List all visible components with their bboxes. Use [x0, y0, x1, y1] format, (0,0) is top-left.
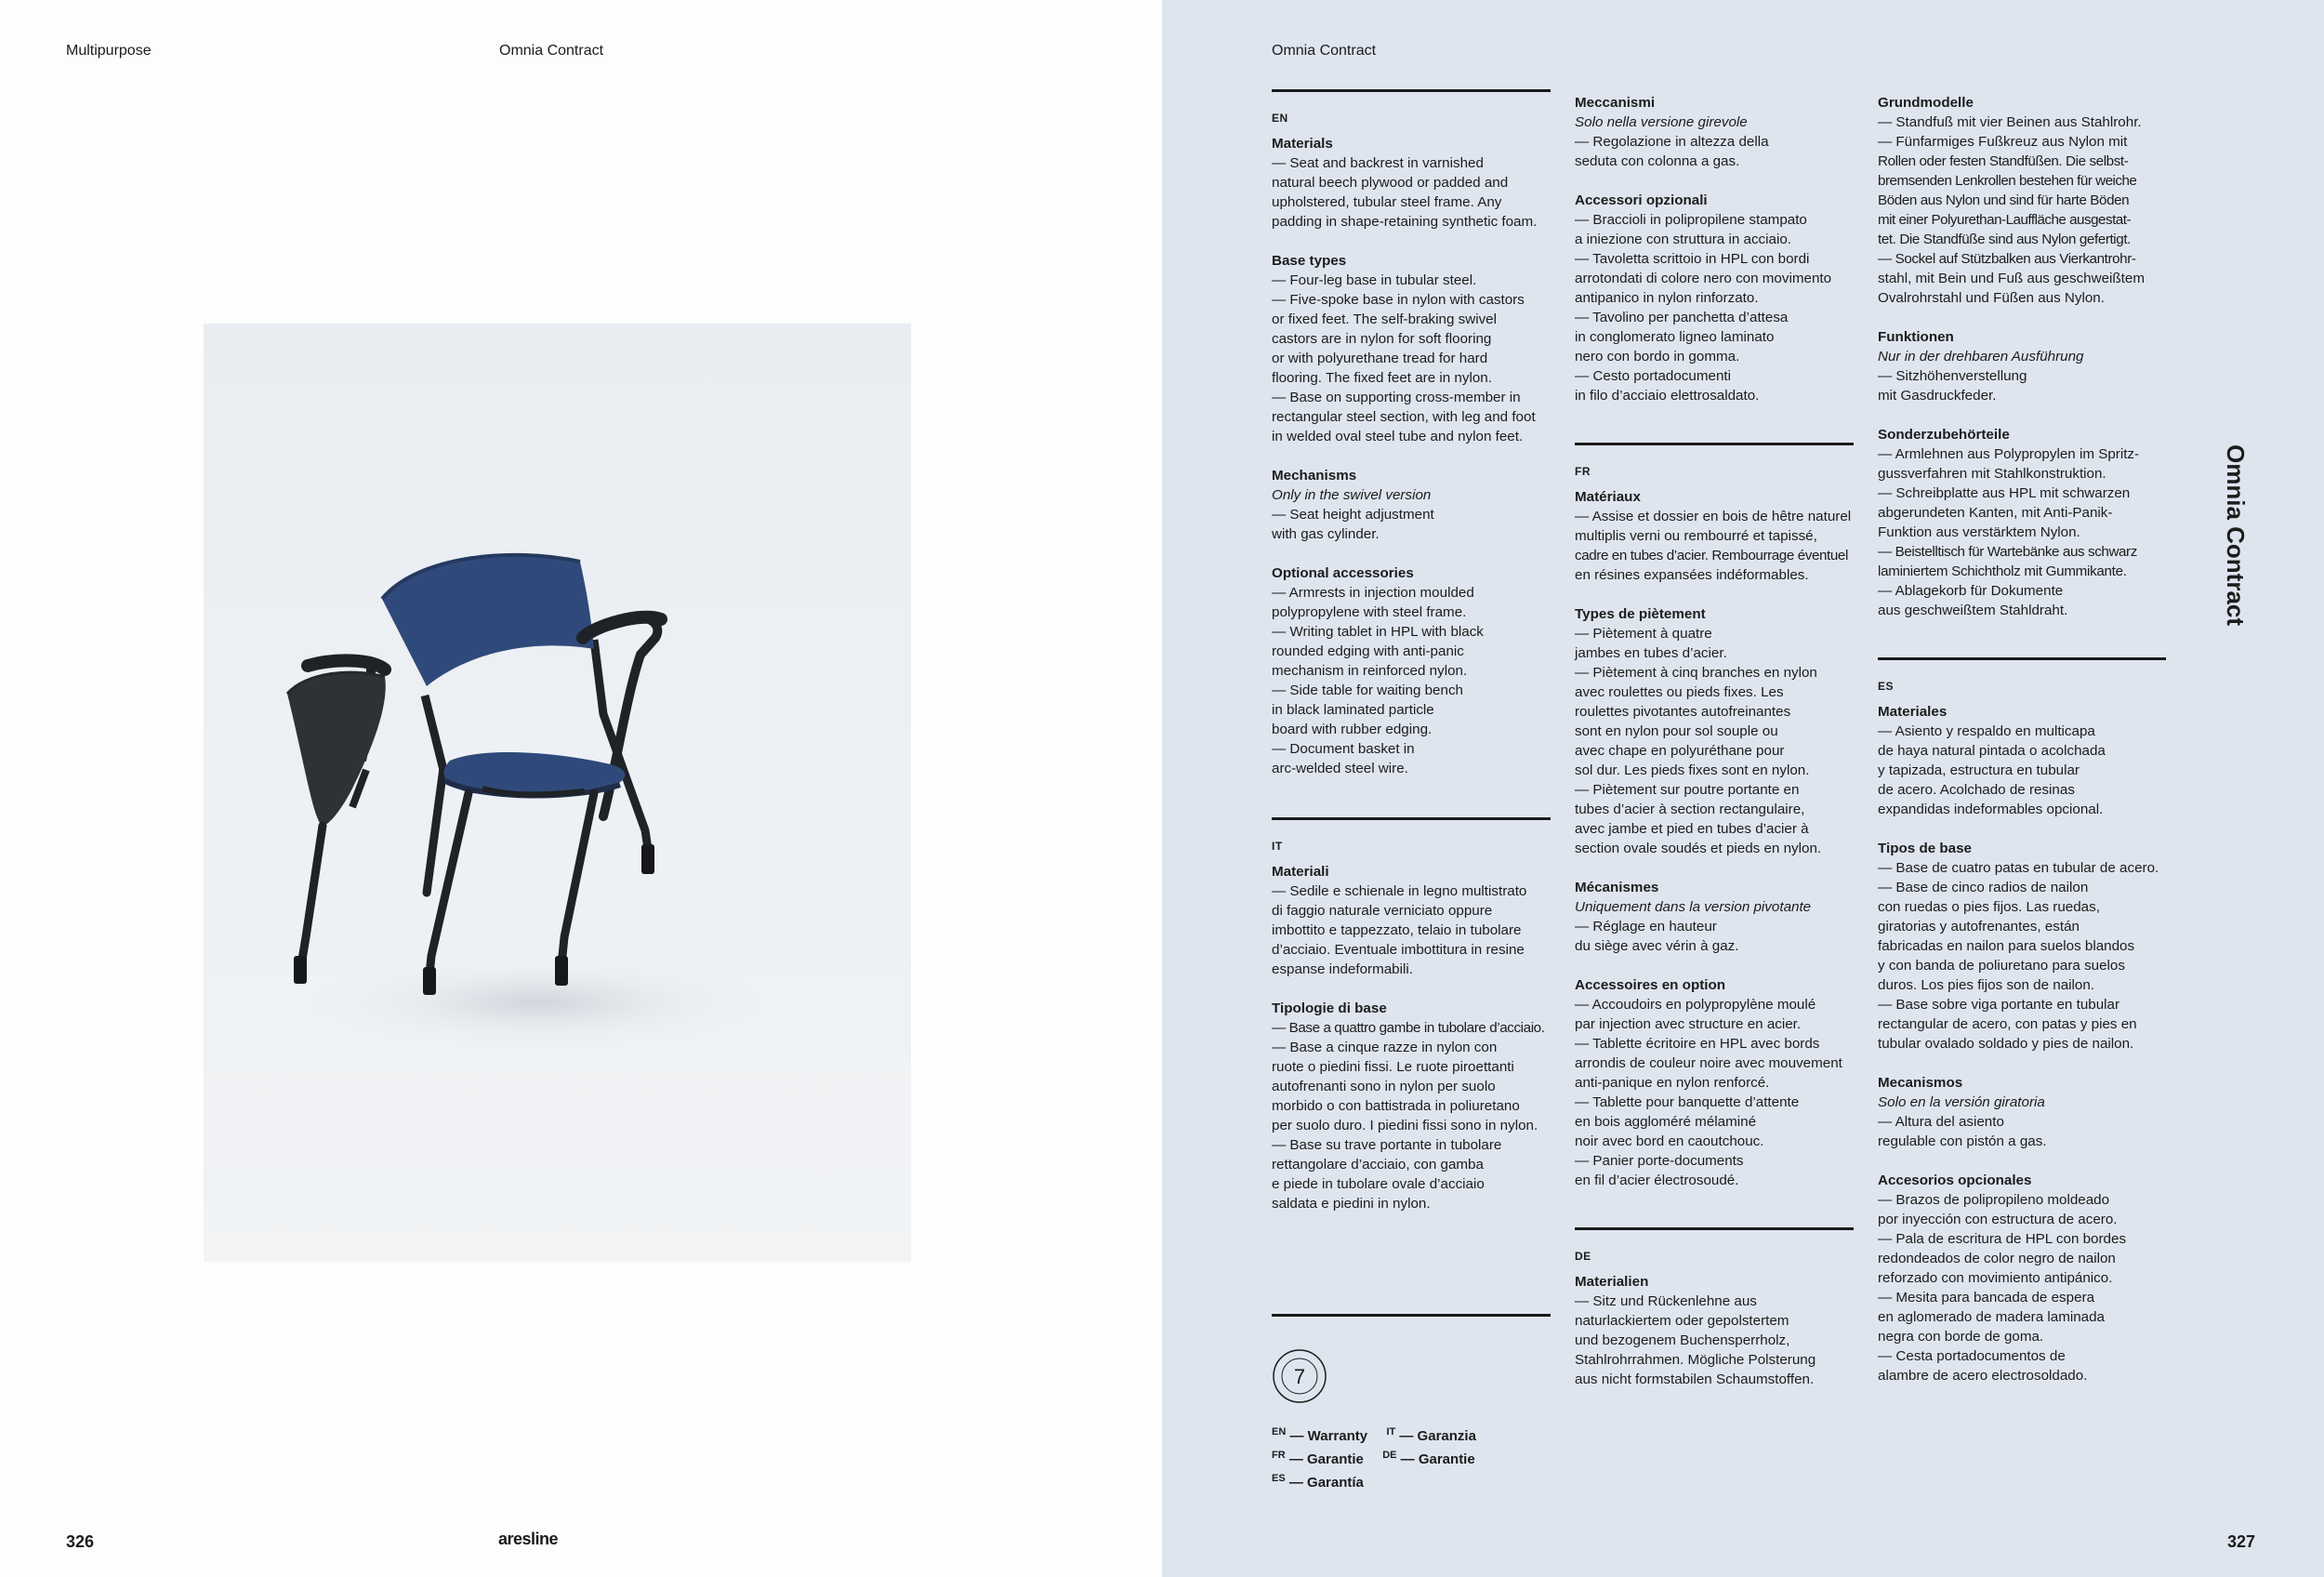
column-it-fr-de — [1575, 93, 1854, 1389]
heading-mechanisms-es: Mecanismos — [1878, 1075, 1963, 1091]
text-line: — Base on supporting cross-member in — [1272, 390, 1521, 405]
text-line: — Réglage en hauteur — [1575, 919, 1717, 934]
text-line: con ruedas o pies fijos. Las ruedas, — [1878, 899, 2100, 915]
text-line: — Seat and backrest in varnished — [1272, 155, 1484, 171]
heading-mechanisms-de: Funktionen — [1878, 329, 1954, 345]
warranty-badge — [1272, 1348, 1327, 1404]
text-line: negra con borde de goma. — [1878, 1329, 2044, 1345]
text-line: par injection avec structure en acier. — [1575, 1016, 1802, 1032]
text-line: regulable con pistón a gas. — [1878, 1133, 2047, 1149]
text-line: rectangular de acero, con patas y pies en — [1878, 1016, 2137, 1032]
brand-logo: aresline — [498, 1530, 559, 1548]
text-line: — Armrests in injection moulded — [1272, 585, 1474, 601]
heading-materials-fr: Matériaux — [1575, 489, 1641, 505]
text-line: tet. Die Standfüße sind aus Nylon gefertigt. — [1878, 232, 2131, 247]
text-line: laminiertem Schichtholz mit Gummikante. — [1878, 563, 2127, 579]
text-line: — Base a quattro gambe in tubolare d’acciaio. — [1272, 1020, 1545, 1036]
warranty-label: — Garantie — [1400, 1451, 1475, 1467]
heading-optional-en: Optional accessories — [1272, 565, 1414, 581]
text-line: — Standfuß mit vier Beinen aus Stahlrohr. — [1878, 114, 2142, 130]
warranty-row — [1272, 1469, 1476, 1492]
text-line: fabricadas en nailon para suelos blandos — [1878, 938, 2135, 954]
heading-mechanisms-it: Meccanismi — [1575, 95, 1656, 111]
text-line: stahl, mit Bein und Fuß aus geschweißtem — [1878, 271, 2145, 286]
text-line: duros. Los pies fijos son de nailon. — [1878, 977, 2095, 993]
page-number-left: 326 — [66, 1532, 95, 1551]
text-line: y tapizada, estructura en tubular — [1878, 762, 2080, 778]
text-line: seduta con colonna a gas. — [1575, 153, 1740, 169]
text-line: y con banda de poliuretano para suelos — [1878, 958, 2125, 974]
text-line: in black laminated particle — [1272, 702, 1434, 718]
text-line: — Sitzhöhenverstellung — [1878, 368, 2027, 384]
lang-tag-de: DE — [1575, 1250, 1591, 1263]
text-line: — Ablagekorb für Dokumente — [1878, 583, 2064, 599]
text-line: — Fünfarmiges Fußkreuz aus Nylon mit — [1878, 134, 2128, 150]
text-line: — Sockel auf Stützbalken aus Vierkantrohr- — [1878, 251, 2136, 267]
warranty-seal-icon — [1272, 1348, 1327, 1404]
text-line: redondeados de color negro de nailon — [1878, 1251, 2116, 1266]
warranty-list — [1272, 1423, 1476, 1492]
text-line: sol dur. Les pieds fixes sont en nylon. — [1575, 762, 1810, 778]
text-line: arrondis de couleur noire avec mouvement — [1575, 1055, 1842, 1071]
chair-illustration — [204, 324, 911, 1262]
heading-mechanisms-en: Mechanisms — [1272, 468, 1357, 484]
text-line: — Braccioli in polipropilene stampato — [1575, 212, 1807, 228]
text-line: mit Gasdruckfeder. — [1878, 388, 1997, 404]
text-line: flooring. The fixed feet are in nylon. — [1272, 370, 1492, 386]
text-line: expandidas indeformables opcional. — [1878, 802, 2104, 817]
text-line: avec jambe et pied en tubes d’acier à — [1575, 821, 1809, 837]
text-line: — Sitz und Rückenlehne aus — [1575, 1293, 1757, 1309]
text-line: — Four-leg base in tubular steel. — [1272, 272, 1477, 288]
text-line: — Base sobre viga portante en tubular — [1878, 997, 2120, 1013]
text-line: board with rubber edging. — [1272, 722, 1433, 737]
text-line: — Beistelltisch für Wartebänke aus schwarz — [1878, 544, 2137, 560]
product-header-right: Omnia Contract — [1272, 43, 1377, 59]
text-line: Funktion aus verstärktem Nylon. — [1878, 524, 2080, 540]
text-line: jambes en tubes d’acier. — [1575, 645, 1727, 661]
warranty-years: 7 — [1293, 1365, 1306, 1388]
text-line: naturlackiertem oder gepolstertem — [1575, 1313, 1789, 1329]
text-line: or with polyurethane tread for hard — [1272, 351, 1488, 366]
text-line: gussverfahren mit Stahlkonstruktion. — [1878, 466, 2106, 482]
text-line: bremsenden Lenkrollen bestehen für weiche — [1878, 173, 2137, 189]
text-line: — Tavoletta scrittoio in HPL con bordi — [1575, 251, 1810, 267]
chair-photo — [204, 324, 911, 1262]
text-line: — Schreibplatte aus HPL mit schwarzen — [1878, 485, 2131, 501]
text-line: mechanism in reinforced nylon. — [1272, 663, 1468, 679]
text-line: or fixed feet. The self-braking swivel — [1272, 311, 1497, 327]
text-line: arc-welded steel wire. — [1272, 761, 1408, 776]
warranty-row — [1272, 1446, 1476, 1469]
text-line: aus nicht formstabilen Schaumstoffen. — [1575, 1372, 1815, 1387]
text-line: — Tavolino per panchetta d’attesa — [1575, 310, 1789, 325]
text-line: anti-panique en nylon renforcé. — [1575, 1075, 1770, 1091]
text-line: en aglomerado de madera laminada — [1878, 1309, 2106, 1325]
warranty-label: — Garantía — [1288, 1475, 1364, 1491]
heading-optional-fr: Accessoires en option — [1575, 977, 1726, 993]
heading-base-fr: Types de piètement — [1575, 606, 1706, 622]
text-line: — Piètement à quatre — [1575, 626, 1712, 642]
page-number-right: 327 — [2227, 1532, 2256, 1551]
lang-tag: ES — [1272, 1473, 1286, 1484]
text-line: — Piètement à cinq branches en nylon — [1575, 665, 1817, 681]
heading-base-es: Tipos de base — [1878, 841, 1973, 856]
section-label: Multipurpose — [66, 43, 152, 59]
text-line: — Accoudoirs en polypropylène moulé — [1575, 997, 1816, 1013]
text-line: de acero. Acolchado de resinas — [1878, 782, 2075, 798]
heading-optional-it: Accessori opzionali — [1575, 192, 1708, 208]
heading-materials-de: Materialien — [1575, 1274, 1649, 1290]
heading-base-en: Base types — [1272, 253, 1347, 269]
text-line: rounded edging with anti-panic — [1272, 643, 1464, 659]
text-line: morbido o con battistrada in poliuretano — [1272, 1098, 1520, 1114]
text-line: di faggio naturale verniciato oppure — [1272, 903, 1493, 919]
text-line: — Sedile e schienale in legno multistrato — [1272, 883, 1527, 899]
text-line: imbottito e tappezzato, telaio in tubolare — [1272, 922, 1522, 938]
subheading-mechanisms-de: Nur in der drehbaren Ausführung — [1878, 349, 2084, 364]
product-header-left: Omnia Contract — [499, 43, 604, 59]
text-line: in welded oval steel tube and nylon feet. — [1272, 429, 1524, 444]
text-line: — Tablette écritoire en HPL avec bords — [1575, 1036, 1820, 1052]
warranty-label: — Garantie — [1288, 1451, 1364, 1467]
text-line: — Pala de escritura de HPL con bordes — [1878, 1231, 2127, 1247]
text-line: aus geschweißtem Stahldraht. — [1878, 603, 2068, 618]
vertical-product-title: Omnia Contract — [2222, 444, 2250, 627]
subheading-mechanisms-es: Solo en la versión giratoria — [1878, 1094, 2045, 1110]
section-rule — [1272, 817, 1551, 820]
text-line: giratorias y autofrenantes, están — [1878, 919, 2080, 934]
text-line: tubes d’acier à section rectangulaire, — [1575, 802, 1805, 817]
subheading-mechanisms-en: Only in the swivel version — [1272, 487, 1432, 503]
column-en-it — [1272, 89, 1551, 1333]
text-line: — Document basket in — [1272, 741, 1415, 757]
text-line: rettangolare d’acciaio, con gamba — [1272, 1157, 1484, 1173]
text-line: — Cesta portadocumentos de — [1878, 1348, 2066, 1364]
lang-tag-es: ES — [1878, 680, 1895, 693]
text-line: with gas cylinder. — [1272, 526, 1380, 542]
text-line: Böden aus Nylon und sind für harte Böden — [1878, 192, 2130, 208]
subheading-mechanisms-it: Solo nella versione girevole — [1575, 114, 1748, 130]
heading-materials-it: Materiali — [1272, 864, 1329, 880]
column-de-es — [1878, 93, 2166, 1385]
text-line: ruote o piedini fissi. Le ruote piroettanti — [1272, 1059, 1514, 1075]
lang-tag-it: IT — [1272, 840, 1283, 853]
text-line: — Base su trave portante in tubolare — [1272, 1137, 1502, 1153]
text-line: Rollen oder festen Standfüßen. Die selbst- — [1878, 153, 2129, 169]
text-line: — Armlehnen aus Polypropylen im Spritz- — [1878, 446, 2140, 462]
text-line: reforzado con movimiento antipánico. — [1878, 1270, 2113, 1286]
text-line: per suolo duro. I piedini fissi sono in nylon. — [1272, 1118, 1538, 1133]
text-line: sont en nylon pour sol souple ou — [1575, 723, 1778, 739]
text-line: — Asiento y respaldo en multicapa — [1878, 723, 2095, 739]
text-line: avec chape en polyuréthane pour — [1575, 743, 1785, 759]
text-line: du siège avec vérin à gaz. — [1575, 938, 1739, 954]
text-line: e piede in tubolare ovale d’acciaio — [1272, 1176, 1485, 1192]
text-line: arrotondati di colore nero con movimento — [1575, 271, 1832, 286]
text-line: — Tablette pour banquette d’attente — [1575, 1094, 1800, 1110]
text-line: — Base de cuatro patas en tubular de acero. — [1878, 860, 2159, 876]
text-line: — Five-spoke base in nylon with castors — [1272, 292, 1525, 308]
text-line: abgerundeten Kanten, mit Anti-Panik- — [1878, 505, 2113, 521]
text-line: castors are in nylon for soft flooring — [1272, 331, 1492, 347]
text-line: — Side table for waiting bench — [1272, 682, 1463, 698]
text-line: natural beech plywood or padded and — [1272, 175, 1509, 191]
text-line: mit einer Polyurethan-Lauffläche ausgestat- — [1878, 212, 2132, 228]
text-line: antipanico in nylon rinforzato. — [1575, 290, 1759, 306]
subheading-mechanisms-fr: Uniquement dans la version pivotante — [1575, 899, 1812, 915]
heading-materials-es: Materiales — [1878, 704, 1948, 720]
text-line: — Cesto portadocumenti — [1575, 368, 1731, 384]
text-line: multiplis verni ou rembourré et tapissé, — [1575, 528, 1817, 544]
warranty-label: — Garanzia — [1399, 1428, 1476, 1444]
text-line: saldata e piedini in nylon. — [1272, 1196, 1431, 1212]
text-line: por inyección con estructura de acero. — [1878, 1212, 2118, 1227]
section-rule — [1575, 443, 1854, 445]
text-line: d’acciaio. Eventuale imbottitura in resine — [1272, 942, 1525, 958]
warranty-row — [1272, 1423, 1476, 1446]
section-rule — [1272, 89, 1551, 92]
text-line: a iniezione con struttura in acciaio. — [1575, 232, 1792, 247]
text-line: de haya natural pintada o acolchada — [1878, 743, 2106, 759]
text-line: in conglomerato ligneo laminato — [1575, 329, 1775, 345]
text-line: — Panier porte-documents — [1575, 1153, 1744, 1169]
text-line: — Mesita para bancada de espera — [1878, 1290, 2095, 1305]
lang-tag: FR — [1272, 1450, 1286, 1461]
lang-tag: IT — [1386, 1426, 1396, 1438]
text-line: Stahlrohrrahmen. Mögliche Polsterung — [1575, 1352, 1816, 1368]
text-line: polypropylene with steel frame. — [1272, 604, 1467, 620]
section-rule — [1575, 1227, 1854, 1230]
heading-materials-en: Materials — [1272, 136, 1333, 152]
text-line: en résines expansées indéformables. — [1575, 567, 1809, 583]
heading-optional-es: Accesorios opcionales — [1878, 1173, 2032, 1188]
text-line: en fil d’acier électrosoudé. — [1575, 1173, 1739, 1188]
text-line: — Piètement sur poutre portante en — [1575, 782, 1800, 798]
text-line: roulettes pivotantes autofreinantes — [1575, 704, 1791, 720]
lang-tag-fr: FR — [1575, 465, 1591, 478]
text-line: section ovale soudés et pieds en nylon. — [1575, 841, 1822, 856]
section-rule — [1878, 657, 2166, 660]
text-line: padding in shape-retaining synthetic foam. — [1272, 214, 1538, 230]
text-line: upholstered, tubular steel frame. Any — [1272, 194, 1502, 210]
lang-tag: DE — [1382, 1450, 1397, 1461]
text-line: — Brazos de polipropileno moldeado — [1878, 1192, 2110, 1208]
text-line: — Seat height adjustment — [1272, 507, 1434, 523]
lang-tag-en: EN — [1272, 112, 1288, 125]
lang-tag: EN — [1272, 1426, 1287, 1438]
text-line: tubular ovalado soldado y pies de nailon. — [1878, 1036, 2134, 1052]
text-line: — Altura del asiento — [1878, 1114, 2004, 1130]
text-line: — Regolazione in altezza della — [1575, 134, 1769, 150]
warranty-label: — Warranty — [1289, 1428, 1368, 1444]
text-line: — Base a cinque razze in nylon con — [1272, 1040, 1498, 1055]
text-line: — Base de cinco radios de nailon — [1878, 880, 2089, 895]
heading-base-it: Tipologie di base — [1272, 1001, 1387, 1016]
text-line: — Writing tablet in HPL with black — [1272, 624, 1484, 640]
heading-base-de: Grundmodelle — [1878, 95, 1974, 111]
heading-mechanisms-fr: Mécanismes — [1575, 880, 1659, 895]
text-line: autofrenanti sono in nylon per suolo — [1272, 1079, 1496, 1094]
text-line: cadre en tubes d’acier. Rembourrage éventuel — [1575, 548, 1848, 563]
text-line: Ovalrohrstahl und Füßen aus Nylon. — [1878, 290, 2105, 306]
text-line: rectangular steel section, with leg and foot — [1272, 409, 1536, 425]
text-line: — Assise et dossier en bois de hêtre naturel — [1575, 509, 1852, 524]
text-line: avec roulettes ou pieds fixes. Les — [1575, 684, 1784, 700]
text-line: in filo d’acciaio elettrosaldato. — [1575, 388, 1760, 404]
text-line: und bezogenem Buchensperrholz, — [1575, 1332, 1790, 1348]
text-line: noir avec bord en caoutchouc. — [1575, 1133, 1764, 1149]
text-line: alambre de acero electrosoldado. — [1878, 1368, 2088, 1384]
text-line: en bois aggloméré mélaminé — [1575, 1114, 1757, 1130]
section-rule — [1272, 1314, 1551, 1317]
heading-optional-de: Sonderzubehörteile — [1878, 427, 2010, 443]
text-line: espanse indeformabili. — [1272, 961, 1413, 977]
text-line: nero con bordo in gomma. — [1575, 349, 1740, 364]
